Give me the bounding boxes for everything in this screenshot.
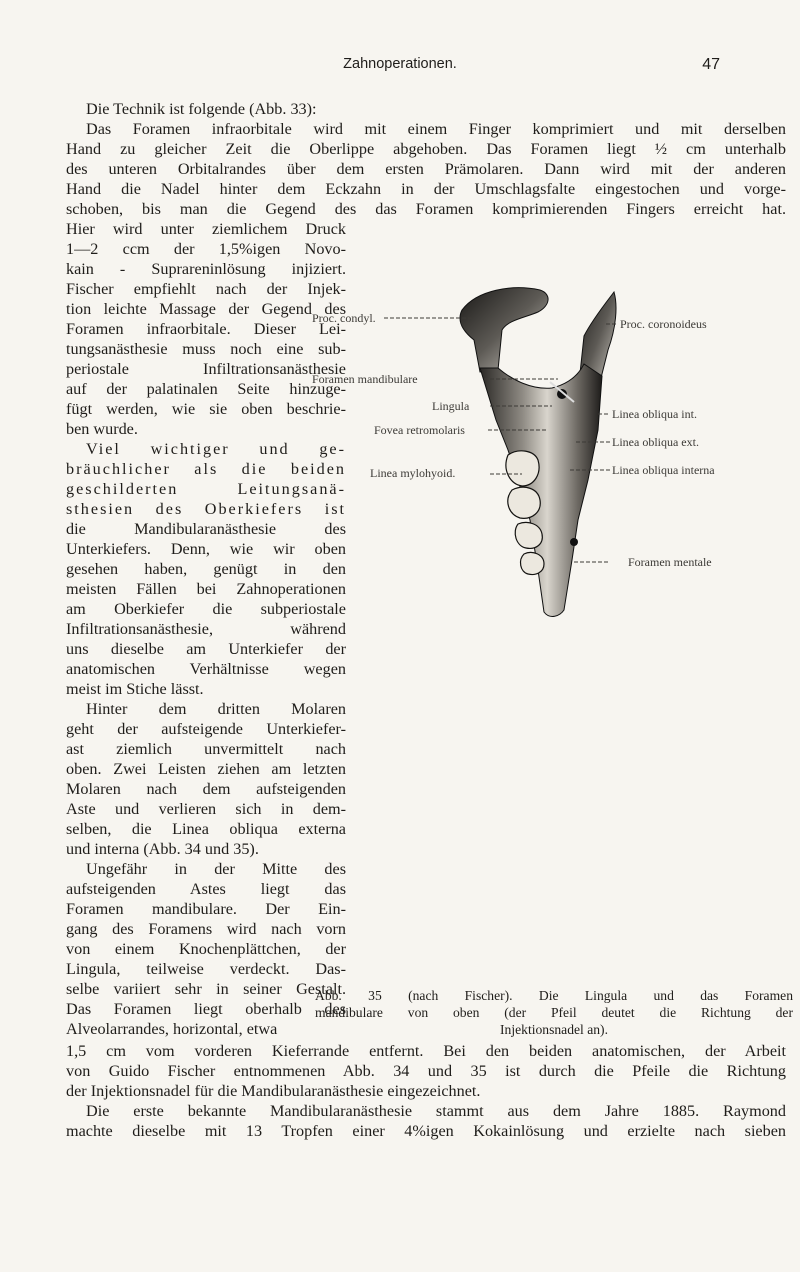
figure-caption-line: mandibulare von oben (der Pfeil deutet die Richtung der <box>315 1005 793 1020</box>
text-line: machte dieselbe mit 13 Tropfen einer 4%igen Kokainlösung und erzielte nach sieben <box>66 1122 786 1140</box>
text-line: Hinter dem dritten Molaren <box>86 700 346 718</box>
text-line: tion leichte Massage der Gegend des <box>66 300 346 318</box>
text-line: fügt werden, wie sie oben beschrie- <box>66 400 346 418</box>
text-line: selbe variiert sehr in seiner Gestalt. <box>66 980 346 998</box>
figure-caption-line: Injektionsnadel an). <box>500 1022 608 1037</box>
text-line: oben. Zwei Leisten ziehen am letzten <box>66 760 346 778</box>
text-line: Die Technik ist folgende (Abb. 33): <box>86 100 317 118</box>
text-line: der Injektionsnadel für die Mandibularanästhesie eingezeichnet. <box>66 1082 481 1100</box>
text-line: Hand die Nadel hinter dem Eckzahn in der Umschlagsfalte eingestochen und vorge- <box>66 180 786 198</box>
label-foramen-mentale: Foramen mentale <box>628 555 712 569</box>
text-line: 1—2 ccm der 1,5%igen Novo- <box>66 240 346 258</box>
text-line: Ungefähr in der Mitte des <box>86 860 346 878</box>
text-line: Foramen mandibulare. Der Ein- <box>66 900 346 918</box>
label-linea-obliqua-interna: Linea obliqua interna <box>612 463 715 477</box>
text-line: ast ziemlich unvermittelt nach <box>66 740 346 758</box>
text-line: Aste und verlieren sich in dem- <box>66 800 346 818</box>
label-fovea-retromolaris: Fovea retromolaris <box>374 423 465 437</box>
running-title: Zahnoperationen. <box>343 56 457 72</box>
figure-caption-line: Abb. 35 (nach Fischer). Die Lingula und das Foramen <box>315 988 793 1003</box>
text-line: am Oberkiefer die subperiostale <box>66 600 346 618</box>
text-line: periostale Infiltrationsanästhesie <box>66 360 346 378</box>
text-line: und interna (Abb. 34 und 35). <box>66 840 259 858</box>
label-linea-obliqua-int: Linea obliqua int. <box>612 407 697 421</box>
text-line: Fischer empfiehlt nach der Injek- <box>66 280 346 298</box>
text-line: Molaren nach dem aufsteigenden <box>66 780 346 798</box>
text-line: Lingula, teilweise verdeckt. Das- <box>66 960 346 978</box>
text-line: Unterkiefers. Denn, wie wir oben <box>66 540 346 558</box>
text-line: Die erste bekannte Mandibularanästhesie stammt aus dem Jahre 1885. Raymond <box>86 1102 786 1120</box>
text-line: Das Foramen infraorbitale wird mit einem Finger komprimiert und mit derselben <box>86 120 786 138</box>
text-line: anatomischen Verhältnisse wegen <box>66 660 346 678</box>
text-line: meist im Stiche lässt. <box>66 680 204 698</box>
text-line: aufsteigenden Astes liegt das <box>66 880 346 898</box>
text-line: Viel wichtiger und ge- <box>86 440 346 458</box>
text-line: selben, die Linea obliqua externa <box>66 820 346 838</box>
text-line: Hier wird unter ziemlichem Druck <box>66 220 346 238</box>
text-line: tungsanästhesie muss noch eine sub- <box>66 340 346 358</box>
text-line: von Guido Fischer entnommenen Abb. 34 und 35 ist durch die Pfeile die Richtung <box>66 1062 786 1080</box>
text-line: 1,5 cm vom vorderen Kieferrande entfernt. Bei den beiden anatomischen, der Arbeit <box>66 1042 786 1060</box>
text-line: auf der palatinalen Seite hinzuge- <box>66 380 346 398</box>
label-proc-condyl: Proc. condyl. <box>312 311 376 325</box>
text-line: Alveolarrandes, horizontal, etwa <box>66 1020 278 1038</box>
page-header <box>0 56 800 80</box>
text-line: von einem Knochenplättchen, der <box>66 940 346 958</box>
text-line: die Mandibularanästhesie des <box>66 520 346 538</box>
text-line: Infiltrationsanästhesie, während <box>66 620 346 638</box>
text-line: Hand zu gleicher Zeit die Oberlippe abgehoben. Das Foramen liegt ½ cm unterhalb <box>66 140 786 158</box>
text-line: geht der aufsteigende Unterkiefer- <box>66 720 346 738</box>
text-line: Foramen infraorbitale. Dieser Lei- <box>66 320 346 338</box>
text-line: geschilderten Leitungsanä- <box>66 480 346 498</box>
text-line: gesehen haben, genügt in den <box>66 560 346 578</box>
text-line: meisten Fällen bei Zahnoperationen <box>66 580 346 598</box>
label-proc-coronoideus: Proc. coronoideus <box>620 317 707 331</box>
text-line: des unteren Orbitalrandes über dem ersten Prämolaren. Dann wird mit der anderen <box>66 160 786 178</box>
text-line: bräuchlicher als die beiden <box>66 460 346 478</box>
page-number: 47 <box>702 56 720 73</box>
text-line: Das Foramen liegt oberhalb des <box>66 1000 346 1018</box>
text-line: schoben, bis man die Gegend des das Foramen komprimierenden Fingers erreicht hat. <box>66 200 786 218</box>
text-line: gang des Foramens wird nach vorn <box>66 920 346 938</box>
label-linea-obliqua-ext: Linea obliqua ext. <box>612 435 699 449</box>
text-line: kain - Suprareninlösung injiziert. <box>66 260 346 278</box>
text-line: ben wurde. <box>66 420 138 438</box>
label-foramen-mandibulare: Foramen mandibulare <box>312 372 418 386</box>
label-lingula: Lingula <box>432 399 470 413</box>
text-line: uns dieselbe am Unterkiefer der <box>66 640 346 658</box>
label-linea-mylohyoid: Linea mylohyoid. <box>370 466 456 480</box>
text-line: sthesien des Oberkiefers ist <box>66 500 346 518</box>
